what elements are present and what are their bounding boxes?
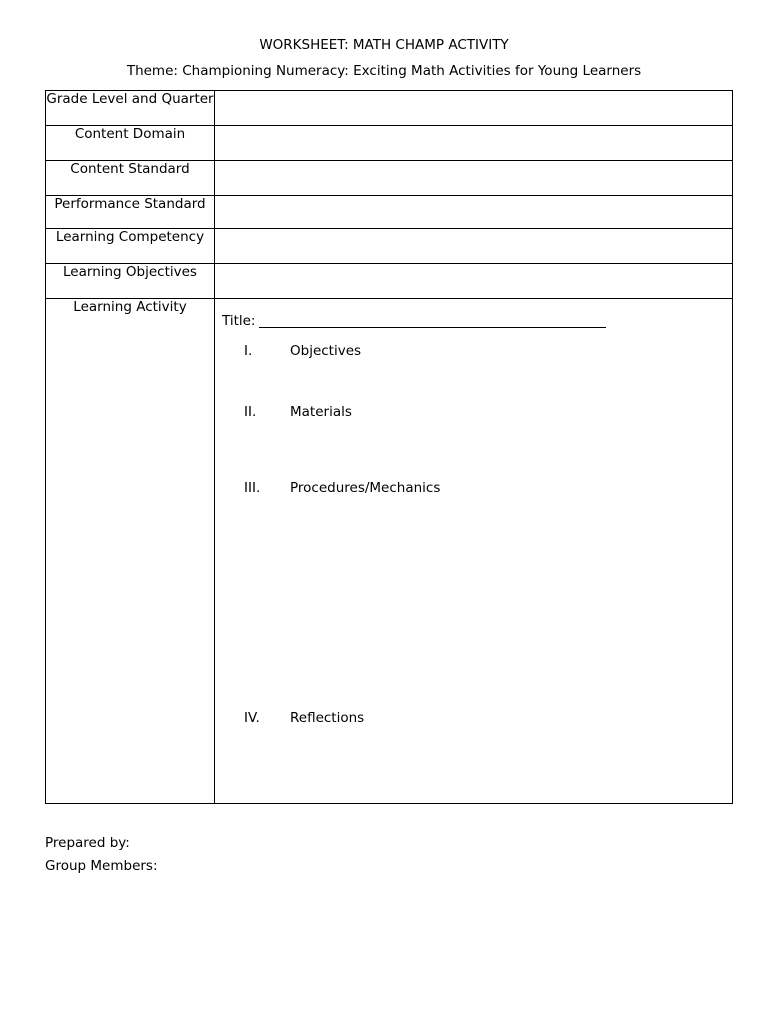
table-row [46,196,733,229]
field-performance-standard[interactable] [215,196,733,229]
activity-title-label: Title: [222,313,256,329]
row-label-grade-level: Grade Level and Quarter [46,91,215,126]
table-row [46,161,733,196]
section-label: Objectives [290,343,362,359]
worksheet-table [45,90,733,804]
field-content-standard[interactable] [215,161,733,196]
prepared-by-label: Prepared by: [45,835,130,851]
row-label-content-domain: Content Domain [46,126,215,161]
section-objectives [244,344,361,359]
row-label-content-standard: Content Standard [46,161,215,196]
group-members-label: Group Members: [45,858,158,874]
section-reflections [244,711,364,726]
table-row [46,229,733,264]
row-label-learning-competency: Learning Competency [46,229,215,264]
section-label: Procedures/Mechanics [290,480,441,496]
section-number: I. [244,343,253,359]
table-row [46,299,733,804]
activity-title-line [222,313,606,329]
worksheet-theme: Theme: Championing Numeracy: Exciting Math Activities for Young Learners [126,63,642,79]
field-grade-level[interactable] [215,91,733,126]
table-row [46,91,733,126]
section-procedures [244,481,440,496]
row-label-learning-objectives: Learning Objectives [46,264,215,299]
title-blank-line[interactable] [259,313,606,328]
row-label-performance-standard: Performance Standard [46,196,215,229]
row-label-learning-activity: Learning Activity [46,299,215,804]
section-label: Reflections [290,710,365,726]
table-row [46,126,733,161]
section-label: Materials [290,404,352,420]
table-row [46,264,733,299]
field-learning-objectives[interactable] [215,264,733,299]
section-number: II. [244,404,257,420]
field-content-domain[interactable] [215,126,733,161]
learning-activity-cell[interactable] [215,299,733,804]
section-number: IV. [244,710,260,726]
field-learning-competency[interactable] [215,229,733,264]
worksheet-title: WORKSHEET: MATH CHAMP ACTIVITY [259,37,509,53]
section-materials [244,405,352,420]
section-number: III. [244,480,261,496]
